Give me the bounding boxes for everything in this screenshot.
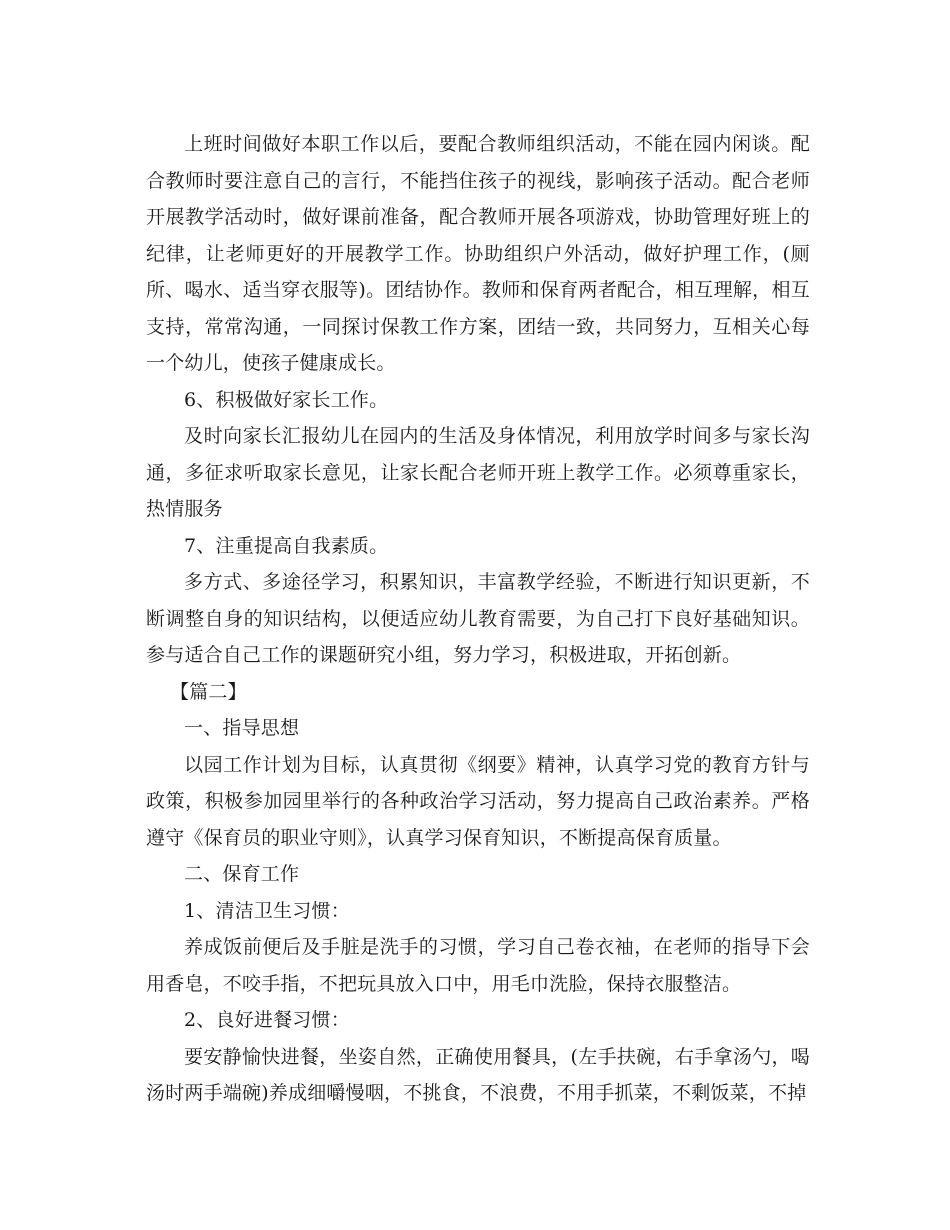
paragraph-teacher-cooperation: 上班时间做好本职工作以后，要配合教师组织活动，不能在园内闲谈。配合教师时要注意自己的言行，不能挡住孩子的视线，影响孩子活动。配合老师开展教学活动时，做好课前准备，配合教师开展各项游戏，协助管理好班上的纪律，让老师更好的开展教学工作。协助组织户外活动，做好护理工作，(厕所、喝水、适当穿衣服等)。团结协作。教师和保育两者配合，相互理解，相互支持，常常沟通，一同探讨保教工作方案，团结一致，共同努力，互相关心每一个幼儿，使孩子健康成长。	[146, 133, 810, 374]
part-two-heading: 【篇二】	[170, 680, 247, 703]
subheading-hygiene-habits: 1、清洁卫生习惯：	[184, 899, 350, 922]
paragraph-guiding-thought: 以园工作计划为目标，认真贯彻《纲要》精神，认真学习党的教育方针与政策，积极参加园里举行的各种政治学习活动，努力提高自己政治素养。严格遵守《保育员的职业守则》，认真学习保育知识，不断提高保育质量。	[146, 753, 810, 849]
paragraph-hygiene-habits: 养成饭前便后及手脏是洗手的习惯，学习自己卷衣袖，在老师的指导下会用香皂，不咬手指，不把玩具放入口中，用毛巾洗脸，保持衣服整洁。	[146, 936, 810, 995]
paragraph-self-quality: 多方式、多途径学习，积累知识，丰富教学经验，不断进行知识更新，不断调整自身的知识结构，以便适应幼儿教育需要，为自己打下良好基础知识。参与适合自己工作的课题研究小组，努力学习，积极进取，开拓创新。	[146, 571, 810, 666]
paragraph-eating-habits: 要安静愉快进餐，坐姿自然，正确使用餐具，(左手扶碗，右手拿汤勺，喝汤时两手端碗)养成细嚼慢咽，不挑食，不浪费，不用手抓菜，不剩饭菜，不掉	[146, 1045, 810, 1104]
document-body	[146, 126, 810, 1112]
section-heading-parent-work: 6、积极做好家长工作。	[184, 388, 389, 411]
section-heading-care-work: 二、保育工作	[184, 863, 300, 885]
section-heading-self-quality: 7、注重提高自我素质。	[184, 534, 389, 557]
paragraph-parent-work: 及时向家长汇报幼儿在园内的生活及身体情况，利用放学时间多与家长沟通，多征求听取家长意见，让家长配合老师开班上教学工作。必须尊重家长，热情服务	[146, 425, 810, 520]
section-heading-guiding-thought: 一、指导思想	[184, 717, 300, 739]
subheading-eating-habits: 2、良好进餐习惯：	[184, 1009, 350, 1031]
